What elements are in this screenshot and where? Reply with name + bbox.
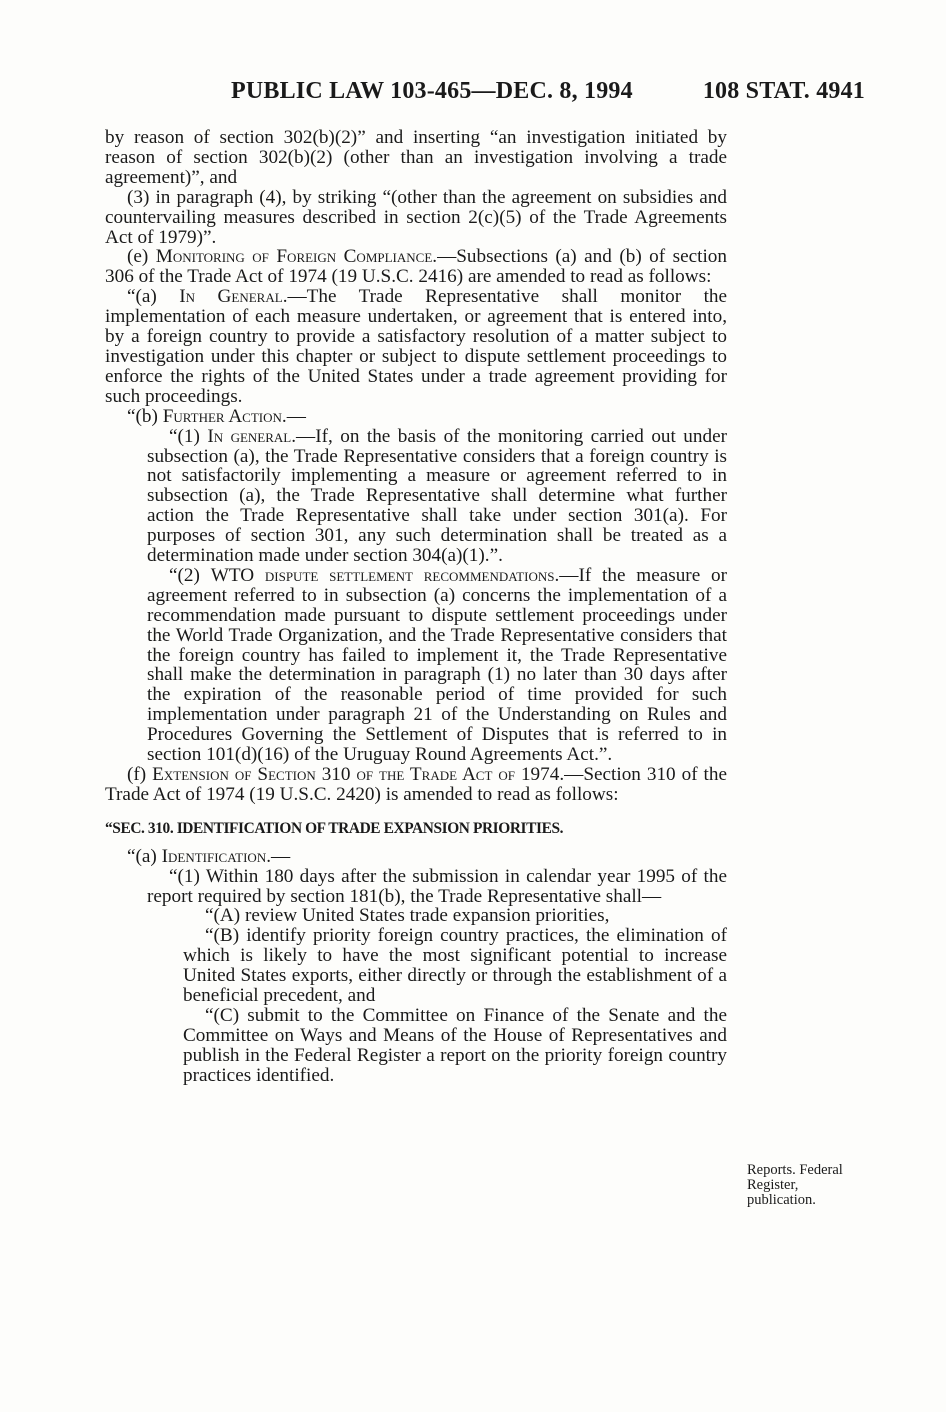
identification-heading: Identification: [161, 845, 267, 867]
subsection-b-heading: Further Action: [162, 405, 282, 427]
paragraph-b1: “(1) In general.—If, on the basis of the monitoring carried out under subsection (a), the Trade Representative considers that a foreign country is not satisfactorily implementing a measure or agreement referred to in subsection (a), the Trade Representative shall determine what further action the Trade Representative shall take under section 301(a). For purposes of section 301, any such determination shall be treated as a determination made under section 304(a)(1).”.: [147, 425, 727, 567]
subsection-b-further-action: “(b) Further Action.—: [127, 405, 306, 427]
paragraph-b2: “(2) WTO dispute settlement recommendations.—If the measure or agreement referred to in subsection (a) concerns the implementation of a recommendation made pursuant to dispute settlement proceedings under the World Trade Organization, and the Trade Representative considers that the foreign country has failed to implement it, the Trade Representative shall make the determination in paragraph (1) no later than 30 days after the expiration of the reasonable period of time provided for such implementation under paragraph 21 of the Understanding on Rules and Procedures Governing the Settlement of Disputes that is referred to in section 101(d)(16) of the Uruguay Round Agreements Act.”.: [147, 564, 728, 766]
clause-a-review: “(A) review United States trade expansion priorities,: [205, 905, 610, 927]
paragraph-b1-heading: In general: [207, 425, 292, 447]
subsection-e-heading: Monitoring of Foreign Compliance: [155, 246, 433, 268]
clause-c-submit: “(C) submit to the Committee on Finance of the Senate and the Committee on Ways and Means of the House of Representatives and publish in the Federal Register a report on the priority foreign country practices identified.: [183, 1004, 727, 1086]
margin-note: Reports. Federal Register, publication.: [747, 1162, 843, 1208]
running-title: PUBLIC LAW 103-465—DEC. 8, 1994: [231, 78, 633, 104]
subsection-e: (e) Monitoring of Foreign Compliance.—Subsections (a) and (b) of section 306 of the Trade Act of 1974 (19 U.S.C. 2416) are amended to read as follows:: [105, 246, 727, 288]
clause-b-identify: “(B) identify priority foreign country practices, the elimination of which is likely to have the most significant potential to increase United States exports, either directly or through the establishment of a beneficial precedent, and: [183, 925, 727, 1007]
document-body: [105, 128, 727, 1086]
subsection-a-in-general: “(a) In General.—The Trade Representative shall monitor the implementation of each measure undertaken, or agreement that is entered into, by a foreign country to provide a satisfactory resolution of a matter subject to investigation under this chapter or subject to dispute settlement proceedings to enforce the rights of the United States under a trade agreement providing for such proceedings.: [105, 286, 728, 407]
statute-page-number: 108 STAT. 4941: [702, 78, 865, 104]
subsection-f-heading: Extension of Section 310 of the Trade Act of 1974: [152, 764, 560, 785]
section-310-heading: “SEC. 310. IDENTIFICATION OF TRADE EXPANSION PRIORITIES.: [105, 819, 564, 837]
subsection-f: (f) Extension of Section 310 of the Trade Act of 1974.—Section 310 of the Trade Act of 1974 (19 U.S.C. 2420) is amended to read as follows:: [105, 764, 727, 805]
subsection-a-heading: In General: [179, 286, 283, 308]
section-310-subsection-a: “(a) Identification.—: [127, 845, 291, 867]
section-310-a1: “(1) Within 180 days after the submission in calendar year 1995 of the report required by section 181(b), the Trade Representative shall—: [147, 865, 727, 907]
paragraph-3: (3) in paragraph (4), by striking “(other than the agreement on subsidies and countervailing measures described in section 2(c)(5) of the Trade Agreements Act of 1979)”.: [105, 186, 727, 248]
paragraph-continuation: by reason of section 302(b)(2)” and inserting “an investigation initiated by reason of section 302(b)(2) (other than an investigation involving a trade agreement)”, and: [105, 127, 727, 188]
paragraph-b2-heading: WTO dispute settlement recommendations: [210, 564, 555, 586]
